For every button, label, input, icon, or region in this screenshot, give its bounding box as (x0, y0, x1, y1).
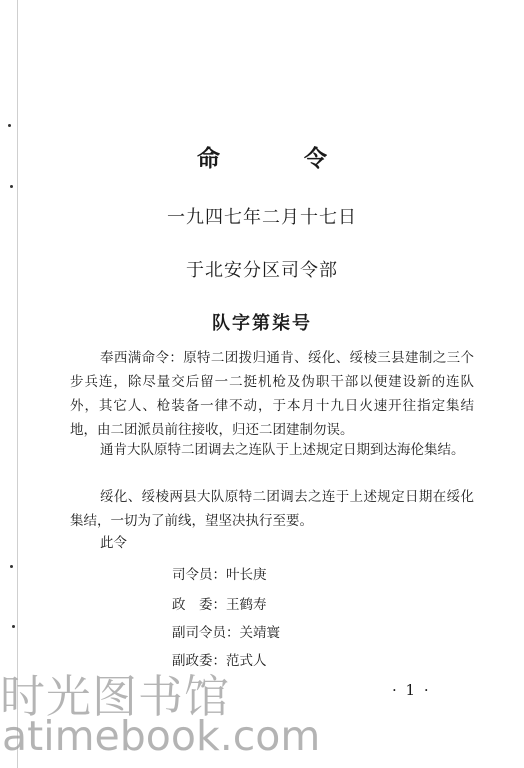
document-date: 一九四七年二月十七日 (167, 207, 357, 228)
paragraph: 绥化、绥棱两县大队原特二团调去之连于上述规定日期在绥化集结，一切为了前线，望坚决执行至要。 (70, 489, 474, 529)
scan-speck (12, 625, 15, 628)
scan-speck (8, 124, 11, 127)
document-number: 队字第柒号 (212, 313, 312, 334)
page-number: · 1 · (392, 681, 431, 699)
paragraph: 奉西满命令：原特二团拨归通肯、绥化、绥棱三县建制之三个步兵连，除尽量交后留一二挺机枪及伪职干部以便建设新的连队外，其它人、枪装备一律不动，于本月十九日火速开往指定集结地，由二团派员前往接收，归还二团建制勿误。 (70, 350, 474, 438)
page-edge-line (17, 0, 18, 768)
signature-deputy-commander: 副司令员：关靖寰 (172, 625, 280, 641)
watermark-chinese: 时光图书馆 (0, 670, 231, 723)
watermark-url: atimebook.com (2, 712, 321, 760)
scan-speck (10, 565, 13, 568)
document-place: 于北安分区司令部 (186, 260, 338, 281)
signature-deputy-commissar: 副政委：范式人 (172, 653, 267, 669)
paragraph: 通肯大队原特二团调去之连队于上述规定日期到达海伦集结。 (100, 442, 465, 458)
signature-political-commissar: 政 委：王鹤寿 (172, 597, 267, 613)
closing-phrase: 此令 (100, 535, 127, 551)
scan-speck (10, 185, 13, 188)
signature-commander: 司令员：叶长庚 (172, 567, 267, 583)
document-title: 命 令 (196, 145, 365, 172)
